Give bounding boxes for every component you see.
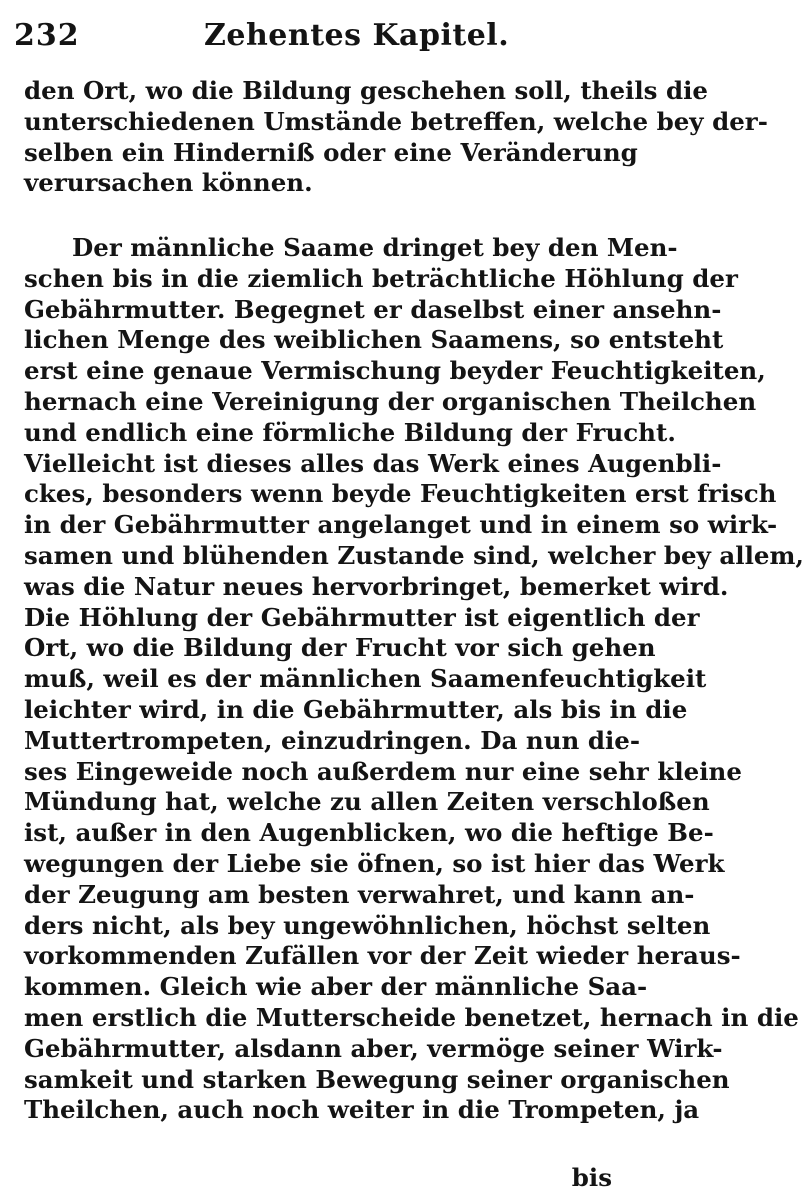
text-line: ders nicht, als bey ungewöhnlichen, höchst selten (24, 910, 711, 940)
text-line: Ort, wo die Bildung der Frucht vor sich gehen (24, 633, 656, 663)
text-line: schen bis in die ziemlich beträchtliche Höhlung der (24, 263, 738, 293)
text-line: kommen. Gleich wie aber der männliche Saa- (24, 972, 648, 1002)
text-line: samen und blühenden Zustande sind, welcher bey allem, (24, 540, 804, 570)
text-line: wegungen der Liebe sie öfnen, so ist hier das Werk (24, 848, 725, 878)
text-line: verursachen können. (24, 168, 313, 198)
text-line: vorkommenden Zufällen vor der Zeit wieder heraus- (24, 941, 741, 971)
text-line: ses Eingeweide noch außerdem nur eine sehr kleine (24, 756, 742, 786)
text-line: Gebährmutter. Begegnet er daselbst einer ansehn- (24, 294, 722, 324)
text-line: men erstlich die Mutterscheide benetzet, hernach in die (24, 1002, 799, 1032)
text-line: Der männliche Saame dringet bey den Men- (72, 233, 678, 262)
text-line: was die Natur neues hervorbringet, bemerket wird. (24, 571, 729, 601)
text-line: Die Höhlung der Gebährmutter ist eigentlich der (24, 602, 700, 632)
text-line: und endlich eine förmliche Bildung der Frucht. (24, 417, 676, 447)
text-line: selben ein Hinderniß oder eine Veränderung (24, 137, 638, 167)
text-line: ist, außer in den Augenblicken, wo die heftige Be- (24, 818, 714, 848)
paragraph-2 (24, 233, 804, 1126)
text-line: unterschiedenen Umstände betreffen, welche bey der- (24, 106, 768, 136)
text-line: Gebährmutter, alsdann aber, vermöge seiner Wirk- (24, 1033, 723, 1063)
paragraph-1 (24, 76, 768, 199)
text-line: ckes, besonders wenn beyde Feuchtigkeiten erst frisch (24, 479, 777, 509)
text-line: der Zeugung am besten verwahret, und kann an- (24, 879, 695, 909)
catchword: bis (571, 1163, 612, 1192)
page-number: 232 (14, 18, 80, 53)
text-line: Mündung hat, welche zu allen Zeiten verschloßen (24, 787, 710, 817)
chapter-title: Zehentes Kapitel. (204, 18, 510, 53)
text-line: samkeit und starken Bewegung seiner organischen (24, 1064, 730, 1094)
running-head (14, 14, 614, 58)
text-line: den Ort, wo die Bildung geschehen soll, theils die (24, 76, 709, 105)
text-line: muß, weil es der männlichen Saamenfeuchtigkeit (24, 664, 707, 694)
text-line: leichter wird, in die Gebährmutter, als bis in die (24, 694, 688, 724)
text-line: hernach eine Vereinigung der organischen Theilchen (24, 386, 757, 416)
text-line: lichen Menge des weiblichen Saamens, so entsteht (24, 325, 724, 355)
text-line: Vielleicht ist dieses alles das Werk eines Augenbli- (24, 448, 722, 478)
text-line: Muttertrompeten, einzudringen. Da nun die- (24, 725, 641, 755)
text-line: Theilchen, auch noch weiter in die Trompeten, ja (24, 1095, 700, 1125)
text-line: erst eine genaue Vermischung beyder Feuchtigkeiten, (24, 356, 766, 386)
text-line: in der Gebährmutter angelanget und in einem so wirk- (24, 510, 778, 540)
